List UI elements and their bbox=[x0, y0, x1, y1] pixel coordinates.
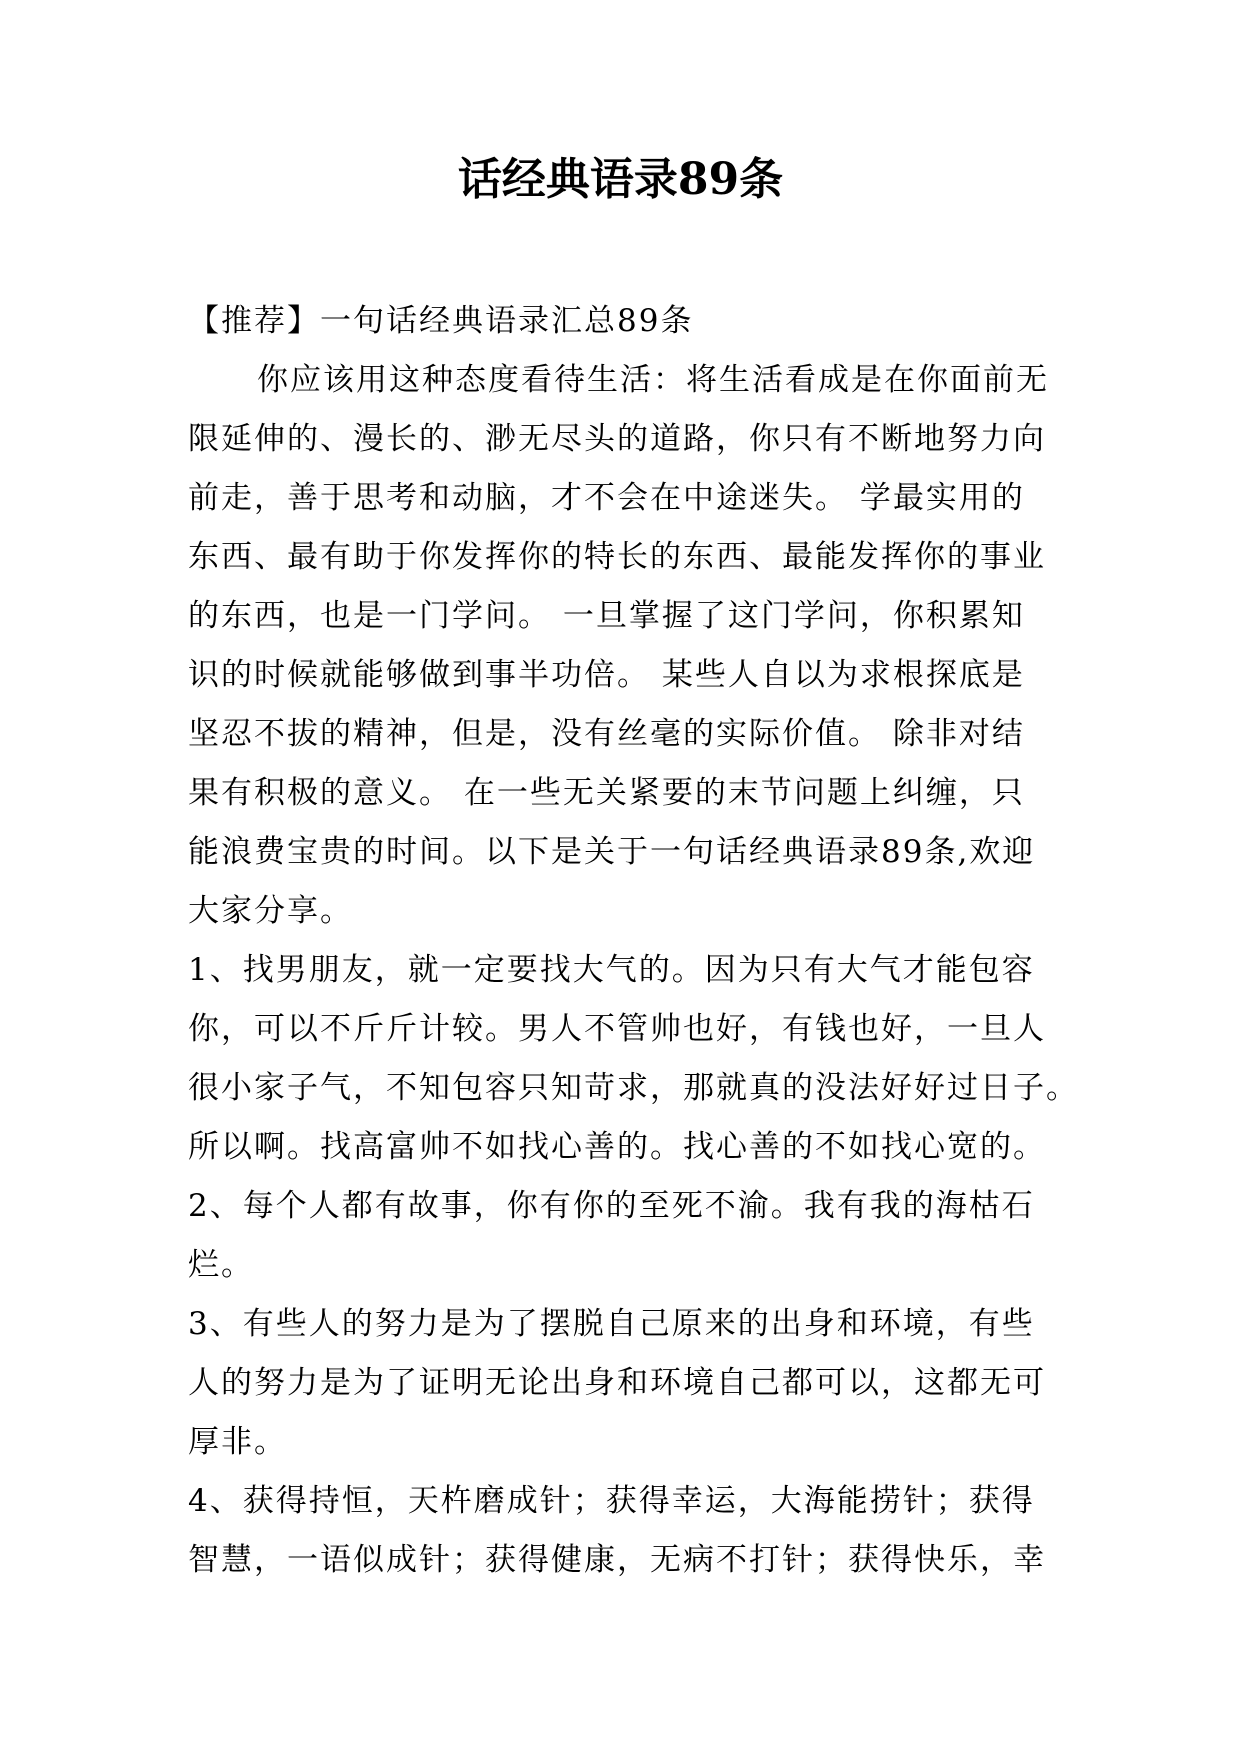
intro-paragraph-line: 坚忍不拔的精神，但是，没有丝毫的实际价值。 除非对结 bbox=[188, 716, 1025, 752]
quote-1-line: 1、找男朋友，就一定要找大气的。因为只有大气才能包容 bbox=[188, 952, 1035, 988]
document-title: 话经典语录89条 bbox=[457, 154, 784, 205]
intro-paragraph-line: 识的时候就能够做到事半功倍。 某些人自以为求根探底是 bbox=[188, 657, 1025, 693]
intro-paragraph-line: 大家分享。 bbox=[188, 893, 353, 929]
quote-1-line: 所以啊。找高富帅不如找心善的。找心善的不如找心宽的。 bbox=[188, 1129, 1046, 1165]
quote-2-line: 烂。 bbox=[188, 1247, 254, 1283]
intro-paragraph-line: 的东西，也是一门学问。 一旦掌握了这门学问，你积累知 bbox=[188, 598, 1025, 634]
intro-paragraph-line: 你应该用这种态度看待生活：将生活看成是在你面前无 bbox=[257, 362, 1049, 398]
quote-3-line: 厚非。 bbox=[188, 1424, 287, 1460]
quote-1-line: 很小家子气，不知包容只知苛求，那就真的没法好好过日子。 bbox=[188, 1070, 1079, 1106]
quote-3-line: 人的努力是为了证明无论出身和环境自己都可以，这都无可 bbox=[188, 1365, 1046, 1401]
recommend-heading: 【推荐】一句话经典语录汇总89条 bbox=[188, 303, 694, 339]
quote-4-line: 4、获得持恒，天杵磨成针；获得幸运，大海能捞针；获得 bbox=[188, 1483, 1035, 1519]
quote-1-line: 你，可以不斤斤计较。男人不管帅也好，有钱也好，一旦人 bbox=[188, 1011, 1046, 1047]
intro-paragraph-line: 东西、最有助于你发挥你的特长的东西、最能发挥你的事业 bbox=[188, 539, 1046, 575]
intro-paragraph-line: 限延伸的、漫长的、渺无尽头的道路，你只有不断地努力向 bbox=[188, 421, 1046, 457]
quote-4-line: 智慧，一语似成针；获得健康，无病不打针；获得快乐，幸 bbox=[188, 1542, 1046, 1578]
quote-3-line: 3、有些人的努力是为了摆脱自己原来的出身和环境，有些 bbox=[188, 1306, 1035, 1342]
intro-paragraph-line: 果有积极的意义。 在一些无关紧要的末节问题上纠缠，只 bbox=[188, 775, 1025, 811]
document-body bbox=[188, 292, 1079, 1590]
intro-paragraph-line: 能浪费宝贵的时间。以下是关于一句话经典语录89条,欢迎 bbox=[188, 834, 1036, 870]
quote-2-line: 2、每个人都有故事，你有你的至死不渝。我有我的海枯石 bbox=[188, 1188, 1035, 1224]
intro-paragraph-line: 前走，善于思考和动脑，才不会在中途迷失。 学最实用的 bbox=[188, 480, 1025, 516]
